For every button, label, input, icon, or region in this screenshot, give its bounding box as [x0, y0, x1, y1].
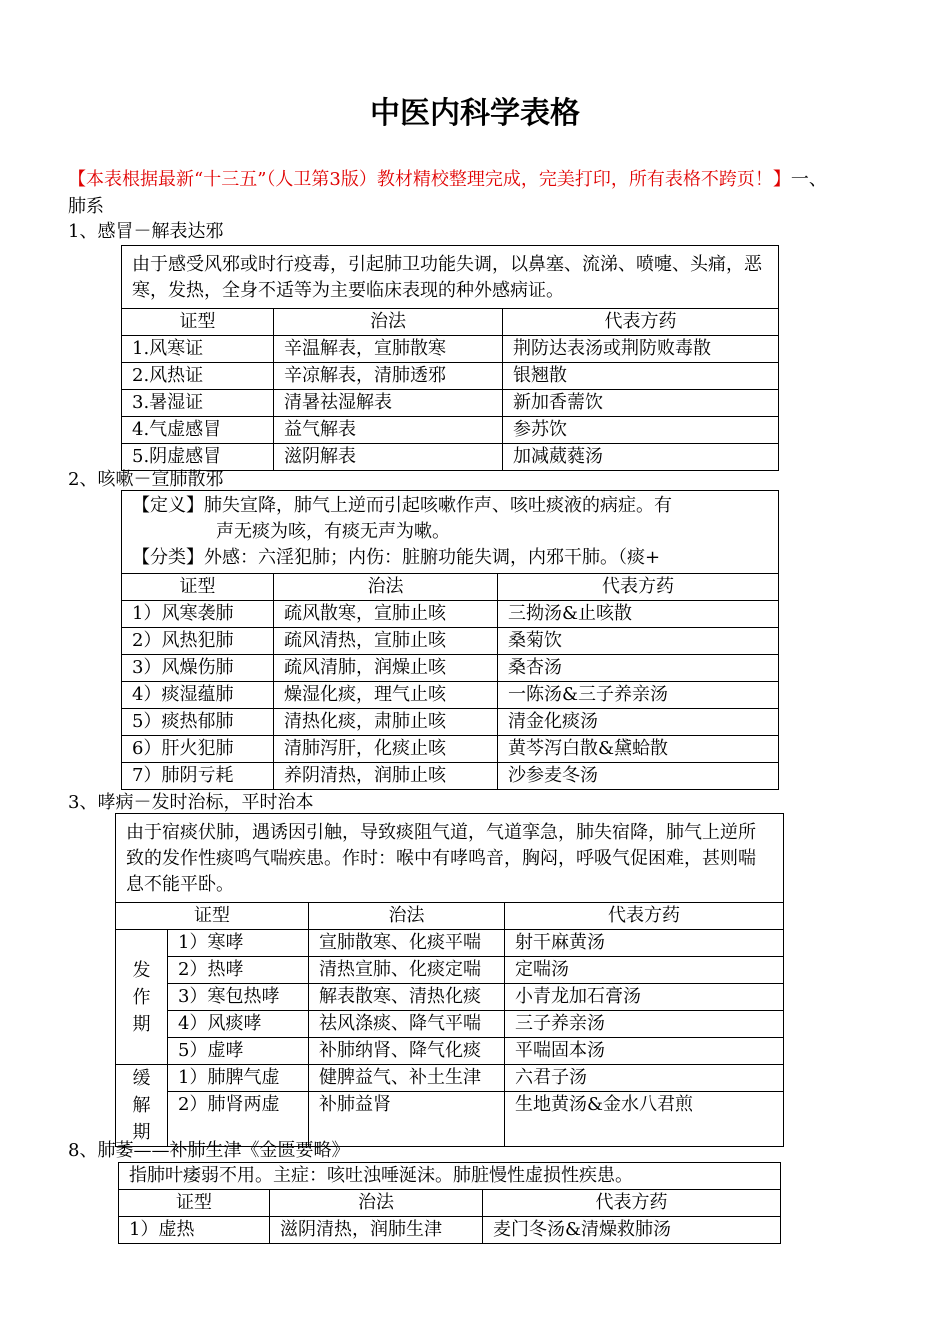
table-row [122, 417, 779, 444]
cell-formula: 六君子汤 [505, 1065, 784, 1092]
cell-treatment: 清热宣肺、化痰定喘 [309, 957, 505, 984]
cell-treatment: 宣肺散寒、化痰平喘 [309, 930, 505, 957]
table-row [122, 655, 779, 682]
cell-pattern: 2.风热证 [122, 363, 274, 390]
cell-treatment: 滋阴清热，润肺生津 [270, 1217, 483, 1244]
cell-formula: 参苏饮 [503, 417, 779, 444]
classification-label: 【分类】 [132, 547, 204, 568]
cell-pattern: 1）风寒袭肺 [122, 601, 274, 628]
cell-treatment: 辛温解表，宣肺散寒 [274, 336, 503, 363]
table-row [122, 709, 779, 736]
cell-treatment: 清暑祛湿解表 [274, 390, 503, 417]
table-asthma [115, 813, 784, 1147]
cell-treatment: 清热化痰，肃肺止咳 [274, 709, 498, 736]
cell-formula: 三子养亲汤 [505, 1011, 784, 1038]
table-row [122, 336, 779, 363]
cell-pattern: 2）热哮 [168, 957, 309, 984]
header-pattern: 证型 [122, 574, 274, 601]
header-treatment: 治法 [309, 903, 505, 930]
cell-pattern: 1）肺脾气虚 [168, 1065, 309, 1092]
table-asthma-description: 由于宿痰伏肺，遇诱因引触，导致痰阻气道，气道挛急，肺失宿降，肺气上逆所致的发作性痰鸣气喘疾患。作时：喉中有哮鸣音，胸闷，呼吸气促困难，甚则喘息不能平卧。 [116, 814, 784, 903]
section-heading-lung: 一、肺系 [68, 169, 827, 217]
cell-formula: 黄芩泻白散&黛蛤散 [498, 736, 779, 763]
cell-treatment: 益气解表 [274, 417, 503, 444]
cell-pattern: 1）寒哮 [168, 930, 309, 957]
table-row [116, 984, 784, 1011]
table-lung-atrophy [118, 1162, 781, 1244]
table-row [122, 736, 779, 763]
table-row [116, 1065, 784, 1092]
cell-pattern: 5.阴虚感冒 [122, 444, 274, 471]
table-cough [121, 490, 779, 790]
cell-pattern: 4.气虚感冒 [122, 417, 274, 444]
cell-pattern: 1）虚热 [119, 1217, 270, 1244]
table-lung-atrophy-description: 指肺叶痿弱不用。主症：咳吐浊唾涎沫。肺脏慢性虚损性疾患。 [119, 1163, 781, 1190]
cell-pattern: 7）肺阴亏耗 [122, 763, 274, 790]
table-row [116, 957, 784, 984]
header-treatment: 治法 [270, 1190, 483, 1217]
header-pattern: 证型 [119, 1190, 270, 1217]
cell-formula: 麦门冬汤&清燥救肺汤 [483, 1217, 781, 1244]
header-formula: 代表方药 [505, 903, 784, 930]
cell-pattern: 1.风寒证 [122, 336, 274, 363]
table-row [116, 1038, 784, 1065]
table-row [122, 363, 779, 390]
cell-formula: 加减葳蕤汤 [503, 444, 779, 471]
table-row [122, 763, 779, 790]
section-8-heading: 8、肺萎——补肺生津《金匮要略》 [68, 1140, 350, 1161]
header-treatment: 治法 [274, 309, 503, 336]
header-formula: 代表方药 [498, 574, 779, 601]
definition-text-cont: 声无痰为咳，有痰无声为嗽。 [216, 521, 450, 542]
group-char: 缓 [132, 1068, 151, 1089]
cell-formula: 桑杏汤 [498, 655, 779, 682]
cell-formula: 定喘汤 [505, 957, 784, 984]
cell-treatment: 养阴清热，润肺止咳 [274, 763, 498, 790]
table-row [119, 1217, 781, 1244]
cell-treatment: 解表散寒、清热化痰 [309, 984, 505, 1011]
cell-treatment: 清肺泻肝，化痰止咳 [274, 736, 498, 763]
cell-pattern: 5）痰热郁肺 [122, 709, 274, 736]
definition-label: 【定义】 [132, 495, 204, 516]
table-cough-description [122, 491, 779, 574]
cell-formula: 桑菊饮 [498, 628, 779, 655]
cell-treatment: 祛风涤痰、降气平喘 [309, 1011, 505, 1038]
definition-text: 肺失宣降，肺气上逆而引起咳嗽作声、咳吐痰液的病症。有 [204, 495, 672, 516]
cell-treatment: 燥湿化痰，理气止咳 [274, 682, 498, 709]
cell-pattern: 2）肺肾两虚 [168, 1092, 309, 1147]
cell-treatment: 辛凉解表，清肺透邪 [274, 363, 503, 390]
cell-pattern: 3）寒包热哮 [168, 984, 309, 1011]
cell-pattern: 6）肝火犯肺 [122, 736, 274, 763]
group-char: 作 [132, 986, 151, 1008]
header-pattern: 证型 [116, 903, 309, 930]
table-row [122, 601, 779, 628]
cell-formula: 新加香薷饮 [503, 390, 779, 417]
cell-formula: 沙参麦冬汤 [498, 763, 779, 790]
notice-red-text: 【本表根据最新“十三五”（人卫第3版）教材精校整理完成，完美打印，所有表格不跨页！】 [68, 169, 791, 190]
group-char: 发 [132, 959, 151, 981]
table-cold-description: 由于感受风邪或时行疫毒，引起肺卫功能失调，以鼻塞、流涕、喷嚏、头痛，恶寒，发热，全身不适等为主要临床表现的种外感病证。 [122, 246, 779, 309]
section-2-heading: 2、咳嗽－宣肺散邪 [68, 469, 224, 490]
cell-pattern: 3.暑湿证 [122, 390, 274, 417]
group-char: 解 [132, 1095, 151, 1116]
cell-pattern: 5）虚哮 [168, 1038, 309, 1065]
cell-formula: 小青龙加石膏汤 [505, 984, 784, 1011]
table-row [116, 1011, 784, 1038]
cell-formula: 一陈汤&三子养亲汤 [498, 682, 779, 709]
table-cold [121, 245, 779, 471]
cell-treatment: 健脾益气、补土生津 [309, 1065, 505, 1092]
cell-treatment: 滋阴解表 [274, 444, 503, 471]
cell-formula: 清金化痰汤 [498, 709, 779, 736]
notice [68, 166, 838, 220]
table-row [122, 390, 779, 417]
table-row [122, 628, 779, 655]
cell-pattern: 3）风燥伤肺 [122, 655, 274, 682]
cell-pattern: 4）风痰哮 [168, 1011, 309, 1038]
section-1-heading: 1、感冒－解表达邪 [68, 221, 224, 242]
cell-pattern: 4）痰湿蕴肺 [122, 682, 274, 709]
cell-formula: 生地黄汤&金水八君煎 [505, 1092, 784, 1147]
group-char: 期 [132, 1013, 151, 1035]
cell-formula: 射干麻黄汤 [505, 930, 784, 957]
group-label-attack [116, 930, 168, 1065]
header-formula: 代表方药 [483, 1190, 781, 1217]
group-label-remission [116, 1065, 168, 1147]
table-row [116, 930, 784, 957]
cell-treatment: 疏风清热，宣肺止咳 [274, 628, 498, 655]
cell-treatment: 补肺益肾 [309, 1092, 505, 1147]
table-row [122, 682, 779, 709]
cell-formula: 银翘散 [503, 363, 779, 390]
header-treatment: 治法 [274, 574, 498, 601]
cell-formula: 荆防达表汤或荆防败毒散 [503, 336, 779, 363]
header-formula: 代表方药 [503, 309, 779, 336]
section-3-heading: 3、哮病－发时治标，平时治本 [68, 792, 314, 813]
cell-pattern: 2）风热犯肺 [122, 628, 274, 655]
cell-formula: 三拗汤&止咳散 [498, 601, 779, 628]
classification-text: 外感：六淫犯肺；内伤：脏腑功能失调，内邪干肺。（痰+ [204, 547, 661, 568]
cell-treatment: 补肺纳肾、降气化痰 [309, 1038, 505, 1065]
cell-treatment: 疏风散寒，宣肺止咳 [274, 601, 498, 628]
cell-formula: 平喘固本汤 [505, 1038, 784, 1065]
group-char: 期 [132, 1122, 151, 1143]
page-title: 中医内科学表格 [370, 96, 580, 131]
header-pattern: 证型 [122, 309, 274, 336]
cell-treatment: 疏风清肺，润燥止咳 [274, 655, 498, 682]
